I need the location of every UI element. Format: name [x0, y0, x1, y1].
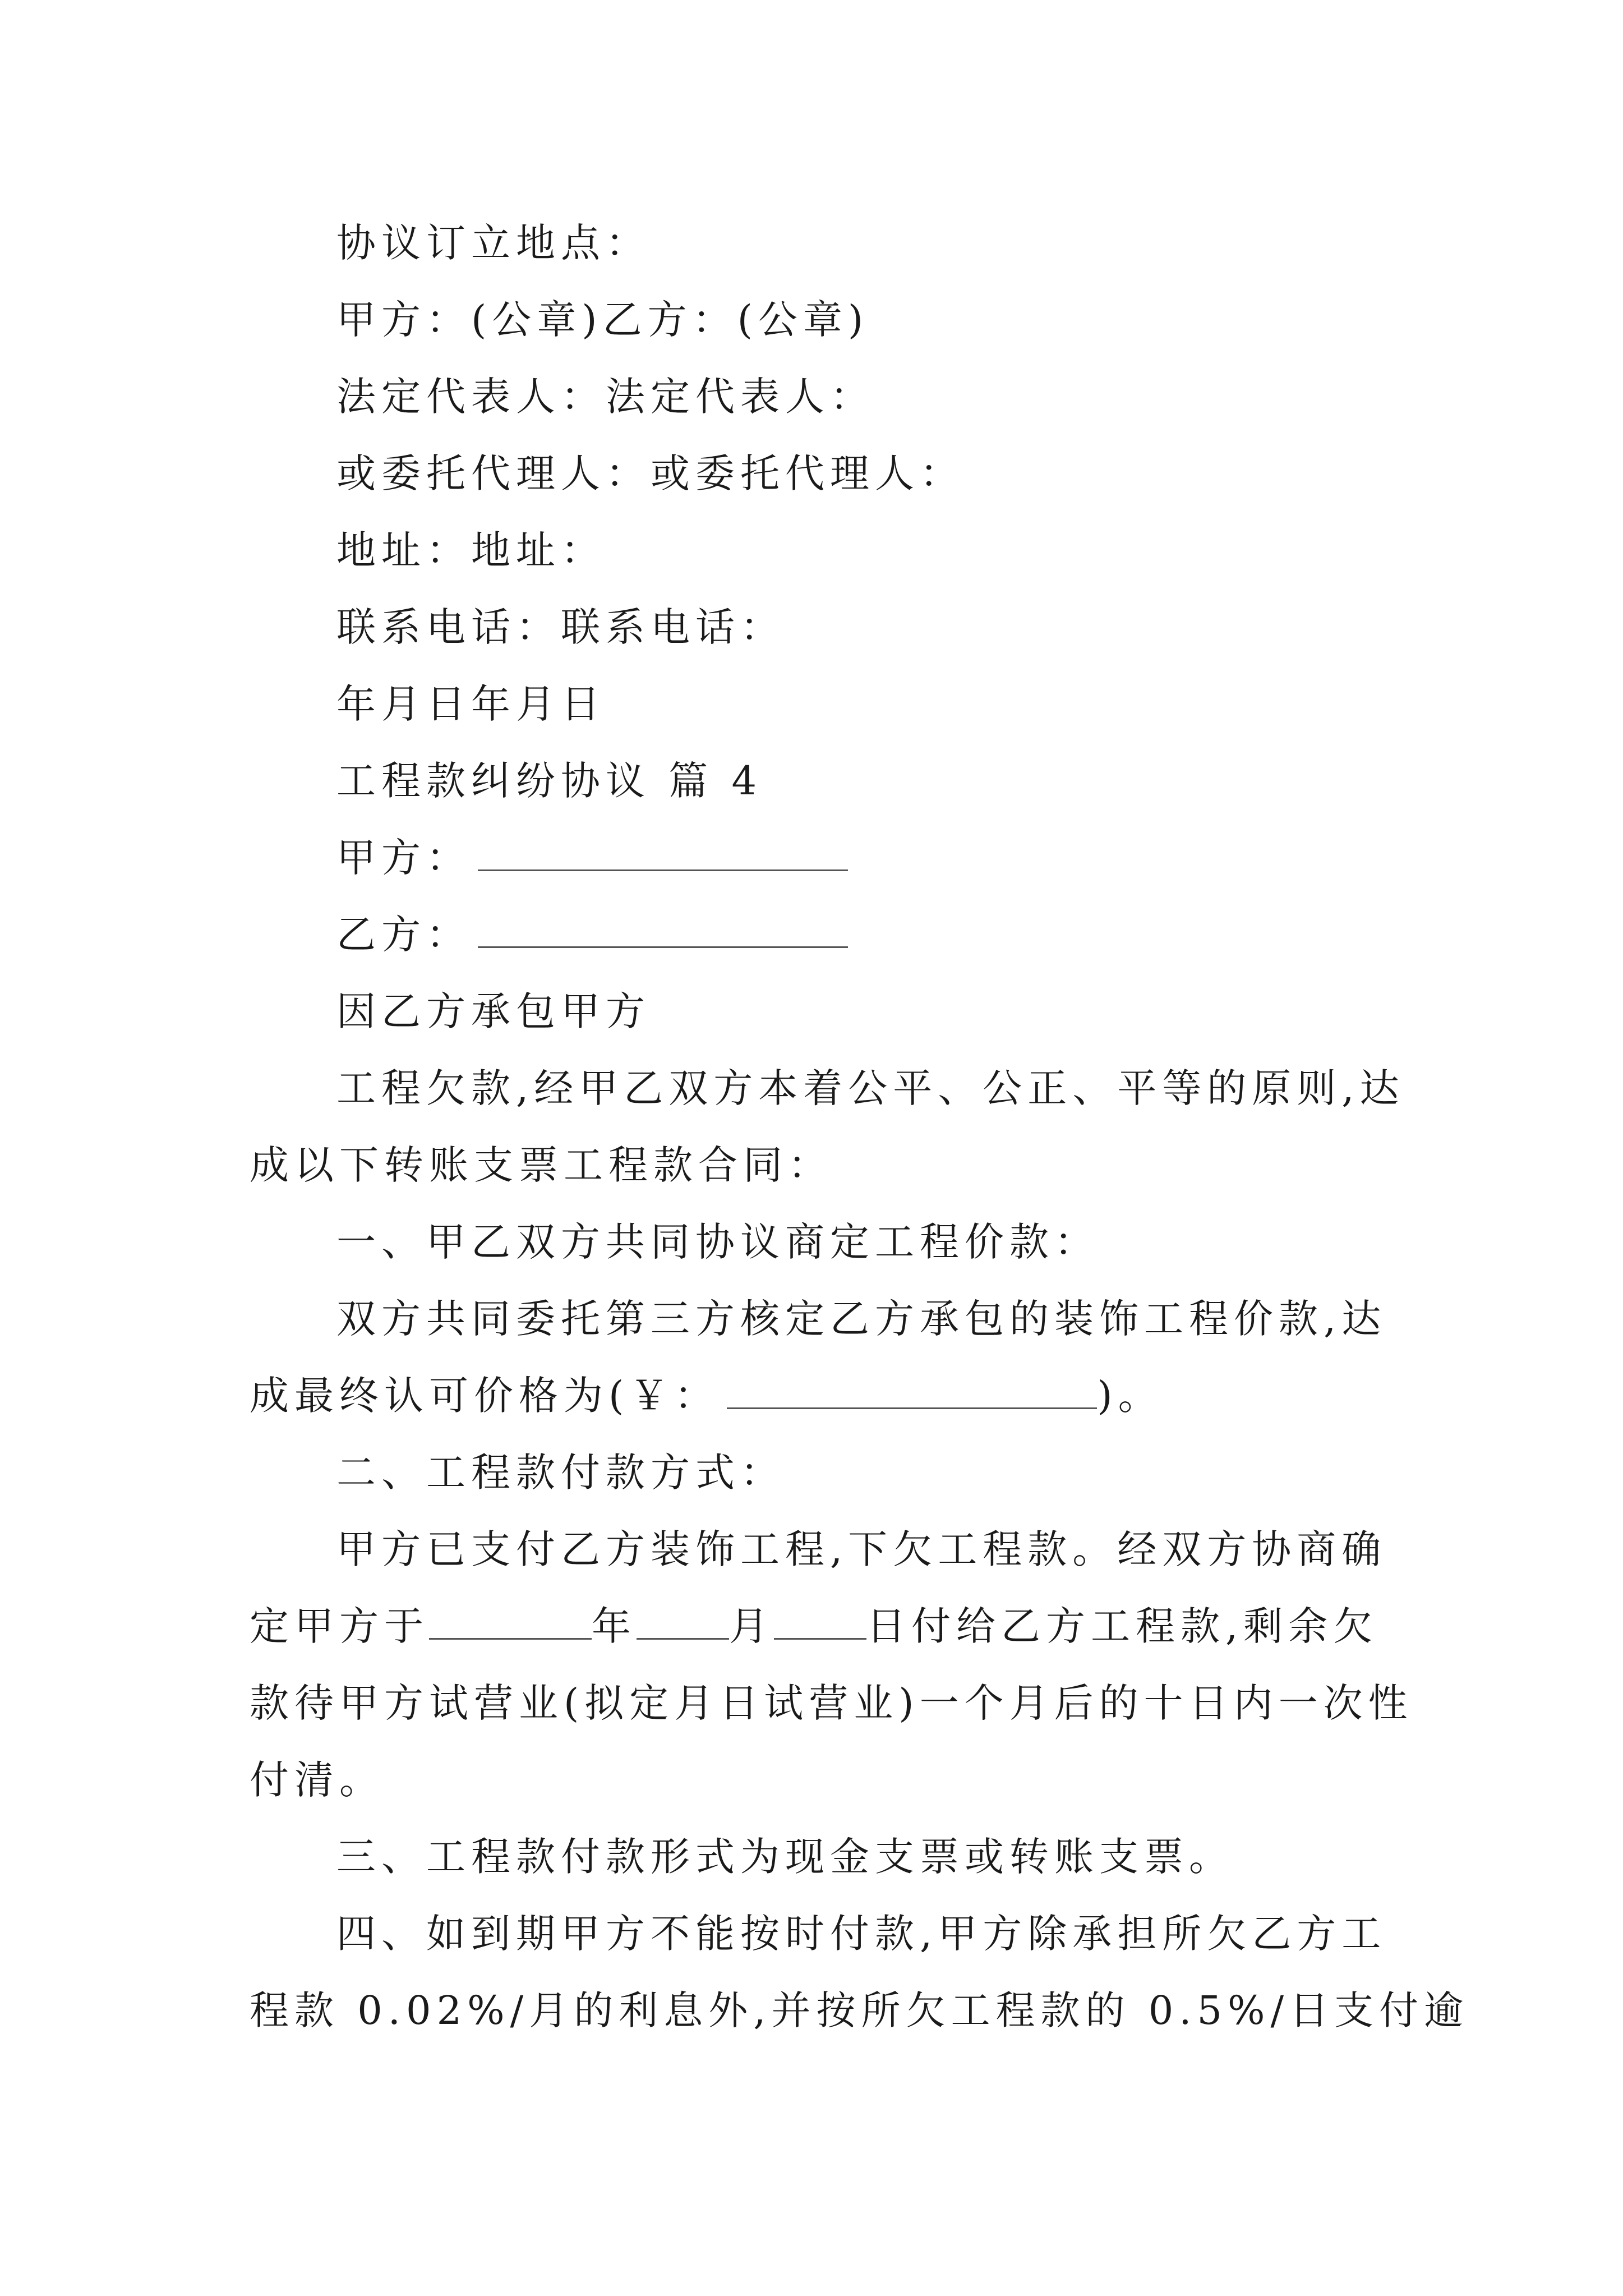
paragraph-line: 工程欠款,经甲乙双方本着公平、公正、平等的原则,达 — [336, 1065, 1405, 1111]
year-label: 年 — [592, 1603, 637, 1649]
party-a-blank — [478, 832, 848, 871]
month-label: 月 — [729, 1603, 774, 1649]
paragraph-line: 成以下转账支票工程款合同： — [250, 1142, 833, 1188]
line-party-a — [336, 830, 848, 886]
line-legal-representative: 法定代表人：法定代表人： — [336, 374, 875, 420]
party-a-label: 甲方： — [336, 835, 471, 881]
clause-1-heading: 一、甲乙双方共同协议商定工程价款： — [336, 1219, 1099, 1265]
paragraph-line: 款待甲方试营业(拟定月日试营业)一个月后的十日内一次性 — [250, 1680, 1413, 1726]
paragraph-line: 双方共同委托第三方核定乙方承包的装饰工程价款,达 — [336, 1296, 1387, 1342]
line-party-b — [336, 907, 848, 963]
price-blank — [727, 1370, 1097, 1409]
party-b-label: 乙方： — [336, 912, 471, 958]
month-blank — [637, 1601, 729, 1640]
clause-2-heading: 二、工程款付款方式： — [336, 1450, 785, 1496]
line-address: 地址：地址： — [336, 527, 606, 573]
paragraph-line: 因乙方承包甲方 — [336, 988, 651, 1034]
line-phone: 联系电话：联系电话： — [336, 604, 785, 650]
line-authorized-agent: 或委托代理人：或委托代理人： — [336, 450, 965, 496]
clause-4: 四、如到期甲方不能按时付款,甲方除承担所欠乙方工 — [336, 1911, 1387, 1957]
price-label: 成最终认可价格为(￥： — [250, 1373, 720, 1419]
paragraph-line: 甲方已支付乙方装饰工程,下欠工程款。经双方协商确 — [336, 1526, 1387, 1572]
party-b-blank — [478, 909, 848, 948]
paragraph-line: 程款 0.02%/月的利息外,并按所欠工程款的 0.5%/日支付逾 — [250, 1987, 1469, 2033]
price-close: )。 — [1097, 1373, 1163, 1419]
date-suffix: 日付给乙方工程款,剩余欠 — [866, 1603, 1378, 1649]
line-party-seals: 甲方：(公章)乙方：(公章) — [336, 297, 869, 343]
year-blank — [429, 1601, 592, 1640]
paragraph-line — [250, 1598, 1378, 1654]
clause-3: 三、工程款付款形式为现金支票或转账支票。 — [336, 1834, 1234, 1880]
date-prefix: 定甲方于 — [250, 1603, 429, 1649]
paragraph-line — [250, 1368, 1163, 1424]
paragraph-line: 付清。 — [250, 1757, 384, 1803]
section-heading: 工程款纠纷协议 篇 4 — [336, 758, 763, 804]
line-signing-place: 协议订立地点： — [336, 220, 651, 266]
line-dates: 年月日年月日 — [336, 681, 606, 727]
day-blank — [774, 1601, 866, 1640]
